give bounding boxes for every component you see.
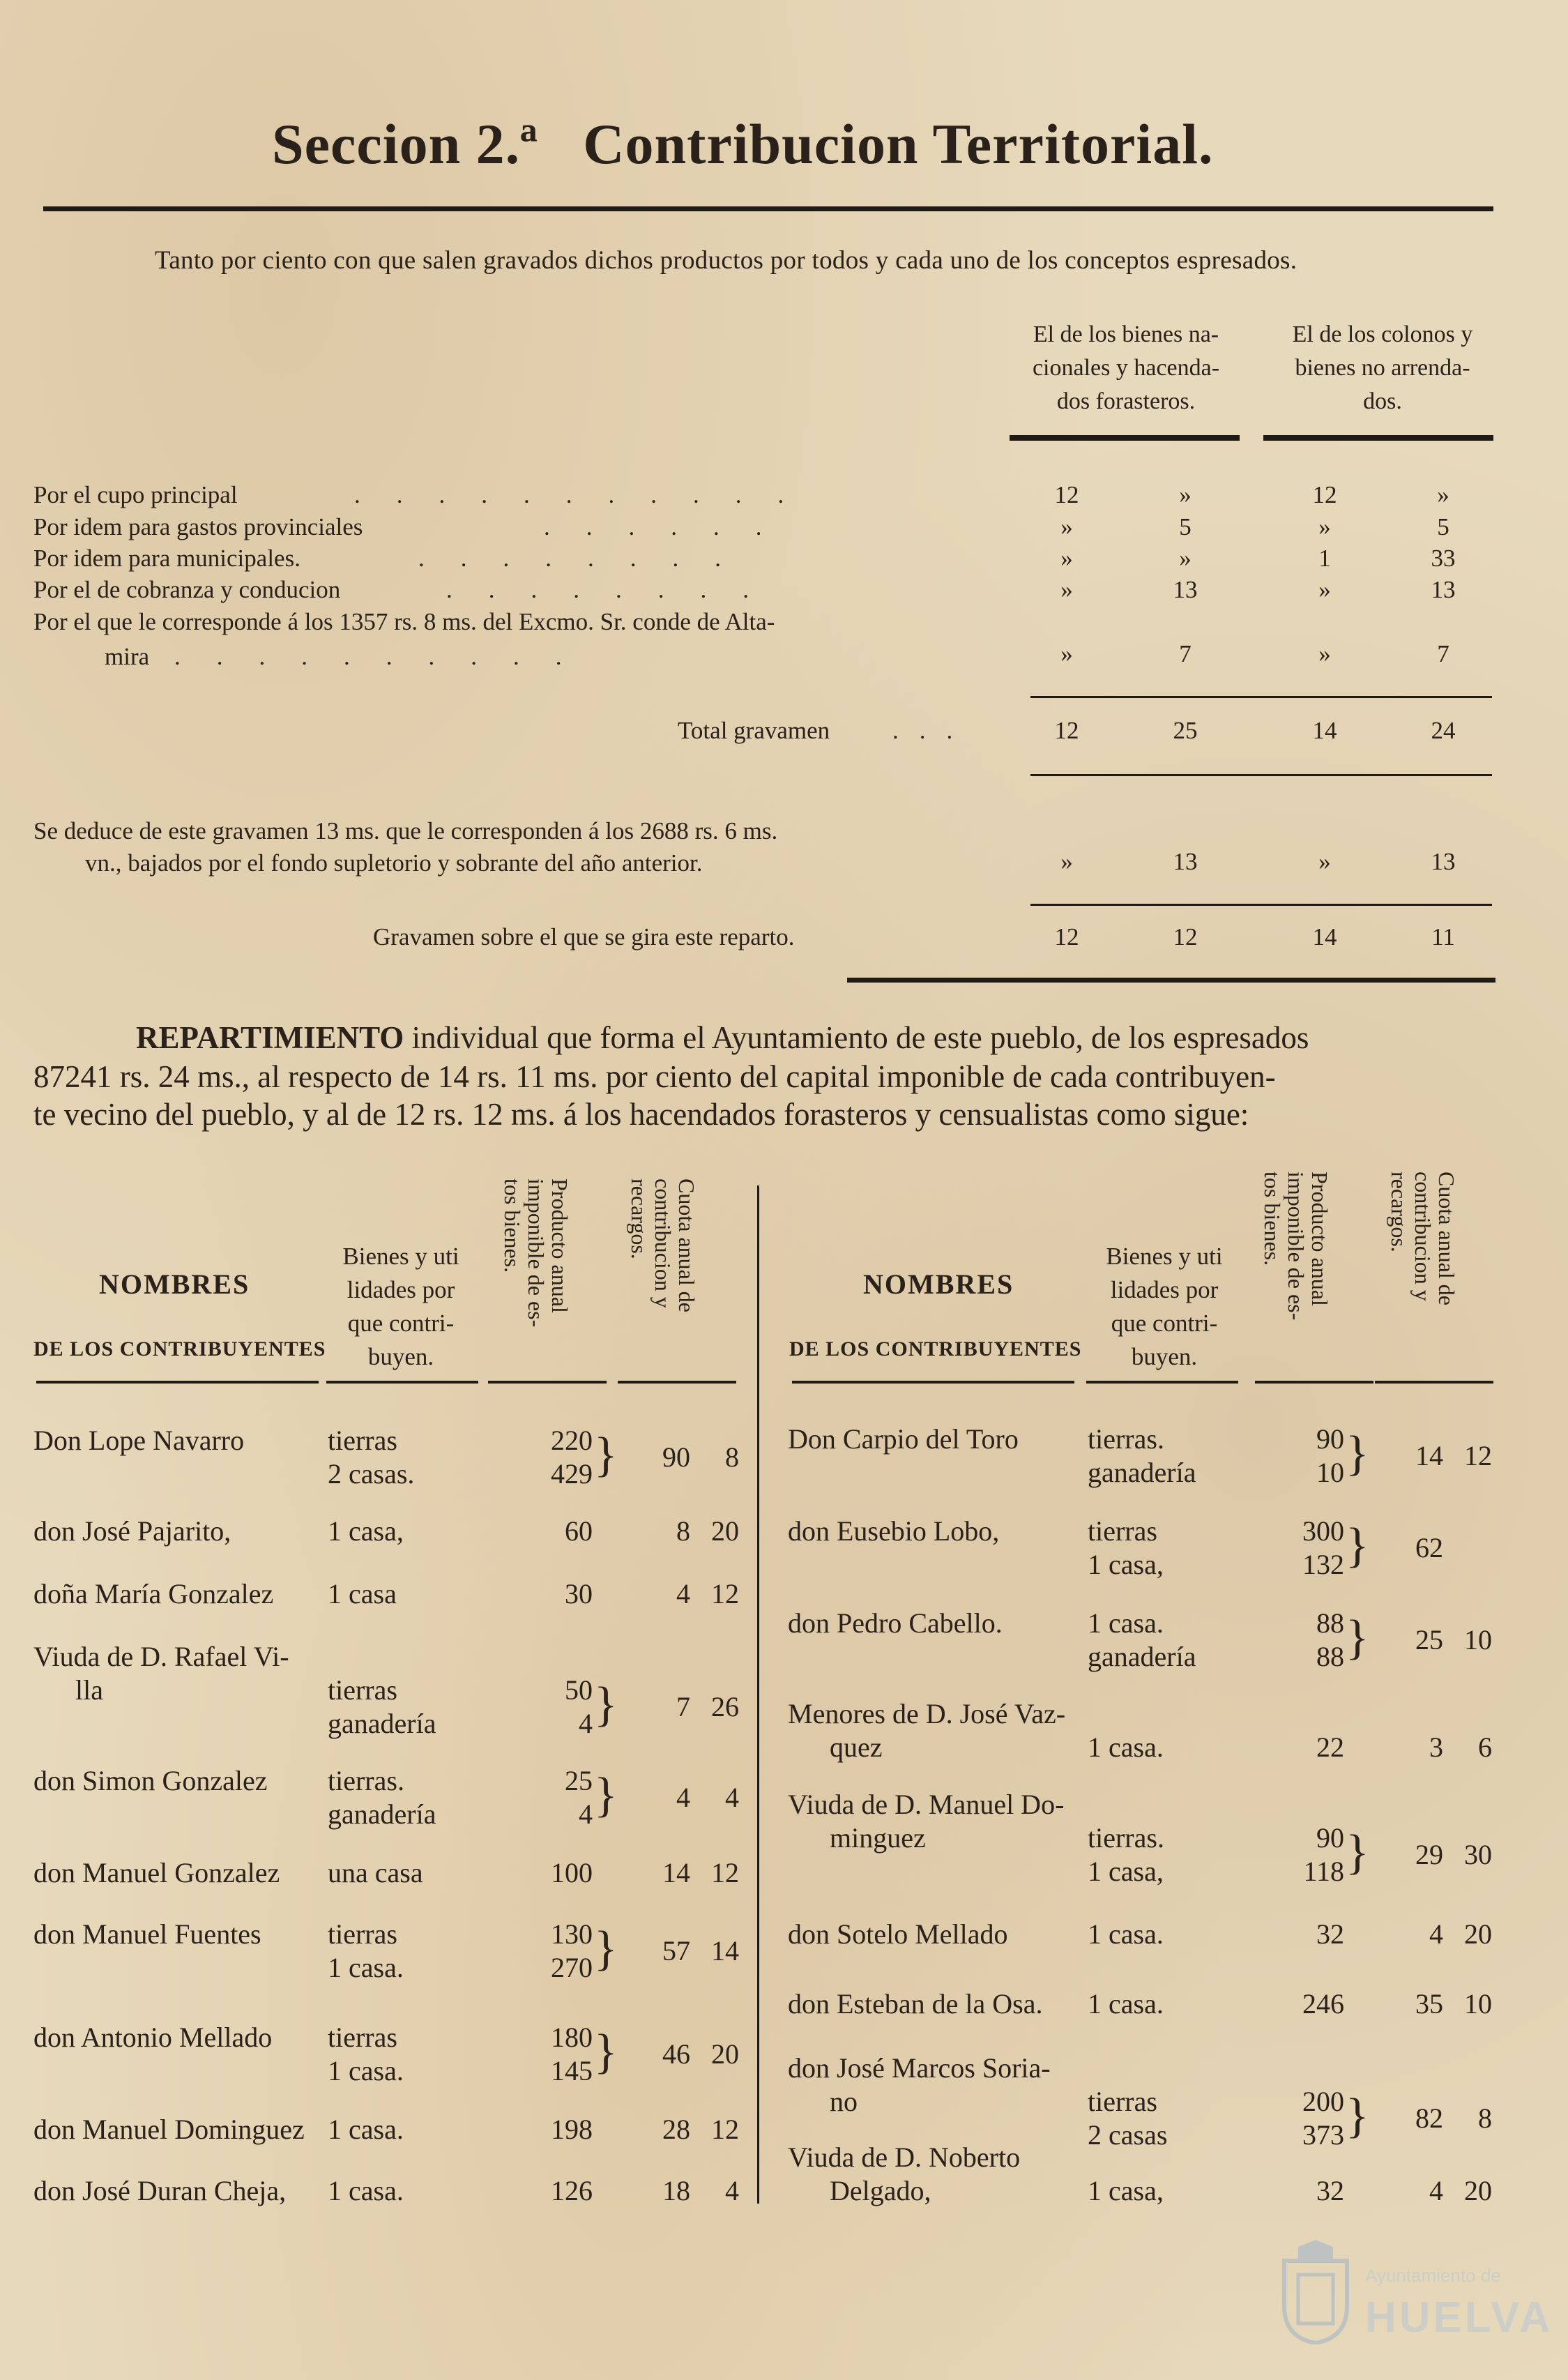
- header-producto-line: imponible de es-: [524, 1178, 549, 1328]
- value-cell: »: [1318, 640, 1331, 667]
- producto-cell: 246: [1302, 1988, 1344, 2019]
- producto-cell: 270: [551, 1952, 593, 1983]
- table-divider: [757, 1185, 759, 2204]
- producto-cell: 90: [1316, 1822, 1344, 1854]
- cuota-rs-cell: 82: [1415, 2102, 1443, 2134]
- crest-icon: [1277, 2240, 1354, 2344]
- cuota-rs-cell: 35: [1415, 1988, 1443, 2019]
- contribuyente-name: don Sotelo Mellado: [788, 1918, 1008, 1950]
- producto-cell: 132: [1302, 1549, 1344, 1580]
- value-cell: 14: [1312, 717, 1337, 744]
- contribuyente-name: Don Carpio del Toro: [788, 1423, 1019, 1455]
- contribuyente-name: Viuda de D. Rafael Vi-: [33, 1641, 289, 1672]
- bienes-cell: ganadería: [328, 1798, 436, 1830]
- altamira-line2: mira: [105, 643, 150, 670]
- repartimiento-line2: 87241 rs. 24 ms., al respecto de 14 rs. 11 ms. por ciento del capital imponible de cada contribuyen-: [33, 1059, 1276, 1094]
- gravamen-final-label: Gravamen sobre el que se gira este reparto.: [373, 923, 795, 950]
- producto-cell: 198: [551, 2114, 593, 2145]
- bienes-cell: ganadería: [1088, 1641, 1196, 1672]
- bienes-cell: ganadería: [1088, 1457, 1196, 1488]
- gravamen-row-label: Por idem para gastos provinciales: [33, 513, 363, 540]
- cuota-rs-cell: 28: [662, 2114, 690, 2145]
- producto-cell: 429: [551, 1458, 593, 1490]
- producto-cell: 10: [1316, 1457, 1344, 1488]
- value-cell: 12: [1173, 923, 1198, 950]
- header-bienes-line: lidades por: [1110, 1276, 1219, 1303]
- brace-icon: }: [1346, 2089, 1369, 2143]
- value-cell: »: [1437, 481, 1449, 508]
- value-cell: »: [1318, 576, 1331, 603]
- value-cell: 7: [1437, 640, 1449, 667]
- header-rule: [326, 1381, 478, 1384]
- col-header-a: [1004, 318, 1248, 418]
- cuota-rs-cell: 4: [676, 1782, 690, 1813]
- repartimiento-text: individual que forma el Ayuntamiento de este pueblo, de los espresados: [411, 1020, 1309, 1055]
- cuota-ms-cell: 8: [1478, 2102, 1492, 2134]
- section-end-rule: [847, 978, 1495, 983]
- cuota-ms-cell: 20: [1464, 2175, 1492, 2206]
- value-cell: »: [1060, 640, 1073, 667]
- contribuyente-name: don Antonio Mellado: [33, 2022, 273, 2053]
- cuota-ms-cell: 14: [711, 1935, 739, 1966]
- gravamen-row-1: [33, 513, 363, 541]
- cuota-ms-cell: 12: [711, 1857, 739, 1888]
- gravamen-row-0: [33, 481, 996, 509]
- watermark-line2: HUELVA: [1365, 2294, 1553, 2342]
- contribuyente-name: don Manuel Gonzalez: [33, 1857, 280, 1888]
- producto-cell: 4: [579, 1708, 593, 1739]
- value-cell: 12: [1054, 717, 1079, 744]
- header-bienes-left: [317, 1240, 485, 1374]
- value-cell: 13: [1431, 576, 1456, 603]
- bienes-cell: 1 casa.: [1088, 1918, 1164, 1950]
- cuota-rs-cell: 25: [1415, 1624, 1443, 1655]
- cuota-ms-cell: 12: [711, 2114, 739, 2145]
- header-cuota-line: Cuota anual de: [674, 1178, 699, 1312]
- cuota-ms-cell: 30: [1464, 1839, 1492, 1870]
- header-cuota-right: [1387, 1172, 1459, 1381]
- bienes-cell: 1 casa,: [1088, 1856, 1164, 1887]
- contribuyente-name: Don Lope Navarro: [33, 1425, 245, 1456]
- bienes-cell: tierras.: [1088, 1822, 1164, 1854]
- section-name: Contribucion Territorial.: [583, 112, 1214, 176]
- bienes-cell: tierras.: [1088, 1423, 1164, 1455]
- contribuyente-name: don Simon Gonzalez: [33, 1765, 268, 1796]
- brace-icon: }: [594, 1922, 618, 1976]
- cuota-rs-cell: 90: [662, 1441, 690, 1473]
- repartimiento-heading: REPARTIMIENTO: [136, 1020, 404, 1055]
- bienes-cell: tierras: [328, 1425, 397, 1456]
- header-de-los-left: DE LOS CONTRIBUYENTES: [33, 1337, 326, 1360]
- producto-cell: 32: [1316, 1918, 1344, 1950]
- value-cell: 33: [1431, 545, 1456, 572]
- value-cell: 5: [1179, 513, 1192, 540]
- header-cuota-line: recargos.: [627, 1178, 652, 1259]
- cuota-rs-cell: 14: [662, 1857, 690, 1888]
- value-cell: »: [1318, 848, 1331, 875]
- contribuyente-name: no: [830, 2086, 858, 2117]
- leader-dots: ......: [544, 513, 798, 540]
- producto-cell: 88: [1316, 1607, 1344, 1639]
- value-cell: 25: [1173, 717, 1198, 744]
- cuota-rs-cell: 46: [662, 2038, 690, 2070]
- col-header-a-rule: [1010, 435, 1240, 441]
- producto-cell: 118: [1303, 1856, 1344, 1887]
- contribuyente-name: don Pedro Cabello.: [788, 1607, 1003, 1639]
- bienes-cell: tierras: [1088, 2086, 1157, 2117]
- producto-cell: 25: [565, 1765, 593, 1796]
- contribuyente-name: Viuda de D. Noberto: [788, 2142, 1021, 2173]
- header-cuota-line: contribucion y: [1410, 1172, 1436, 1301]
- producto-cell: 180: [551, 2022, 593, 2053]
- repartimiento-line1: [136, 1020, 1309, 1056]
- brace-icon: }: [594, 2025, 618, 2079]
- header-nombres-right: NOMBRES: [863, 1268, 1014, 1300]
- contribuyente-name: don Esteban de la Osa.: [788, 1988, 1043, 2019]
- producto-cell: 130: [551, 1918, 593, 1950]
- value-cell: 1: [1318, 545, 1331, 572]
- contribuyente-name: Delgado,: [830, 2175, 931, 2206]
- producto-cell: 100: [551, 1857, 593, 1888]
- value-cell: »: [1179, 481, 1192, 508]
- header-bienes-line: lidades por: [347, 1276, 455, 1303]
- header-producto-line: tos bienes.: [500, 1178, 525, 1273]
- header-bienes-line: que contri-: [347, 1310, 455, 1337]
- contribuyente-name: Viuda de D. Manuel Do-: [788, 1789, 1065, 1820]
- title-rule: [43, 206, 1493, 211]
- producto-cell: 30: [565, 1578, 593, 1609]
- value-cell: 13: [1173, 848, 1198, 875]
- leader-dots: ...: [892, 717, 974, 744]
- total-label: Total gravamen: [678, 717, 830, 744]
- deduce-line2: vn., bajados por el fondo supletorio y sobrante del año anterior.: [85, 849, 703, 877]
- contribuyente-name: don José Marcos Soria-: [788, 2052, 1051, 2084]
- brace-icon: }: [594, 1678, 618, 1731]
- producto-cell: 145: [551, 2055, 593, 2086]
- bienes-cell: ganadería: [328, 1708, 436, 1739]
- producto-cell: 32: [1316, 2175, 1344, 2206]
- contribuyente-name: don Manuel Dominguez: [33, 2114, 305, 2145]
- header-producto-line: Producto anual: [547, 1178, 572, 1313]
- value-cell: 12: [1054, 923, 1079, 950]
- cuota-rs-cell: 3: [1429, 1731, 1443, 1763]
- header-rule: [618, 1381, 736, 1384]
- value-cell: 7: [1179, 640, 1192, 667]
- col-header-b: [1261, 318, 1505, 418]
- contribuyente-name: lla: [75, 1674, 103, 1706]
- header-rule: [1375, 1381, 1493, 1384]
- header-de-los-right: DE LOS CONTRIBUYENTES: [789, 1337, 1082, 1360]
- cuota-rs-cell: 8: [676, 1515, 690, 1547]
- bienes-cell: 1 casa.: [328, 1952, 404, 1983]
- header-rule: [488, 1381, 607, 1384]
- value-cell: 24: [1431, 717, 1456, 744]
- col-header-b-line: dos.: [1363, 388, 1402, 414]
- value-cell: 13: [1431, 848, 1456, 875]
- header-nombres-left: NOMBRES: [99, 1268, 250, 1300]
- cuota-rs-cell: 18: [662, 2175, 690, 2206]
- bienes-cell: 1 casa,: [1088, 2175, 1164, 2206]
- contribuyente-name: Menores de D. José Vaz-: [788, 1698, 1066, 1729]
- bienes-cell: 1 casa,: [328, 1515, 404, 1547]
- bienes-cell: 1 casa.: [328, 2175, 404, 2206]
- watermark-line1: Ayuntamiento de: [1365, 2265, 1501, 2286]
- value-cell: 12: [1054, 481, 1079, 508]
- col-header-a-line: El de los bienes na-: [1033, 321, 1219, 347]
- bienes-cell: 1 casa.: [328, 2055, 404, 2086]
- header-bienes-line: buyen.: [367, 1343, 434, 1370]
- cuota-ms-cell: 20: [1464, 1918, 1492, 1950]
- brace-icon: }: [1346, 1427, 1369, 1480]
- section-number: Seccion 2.ª: [272, 112, 538, 176]
- deduce-rule: [1030, 904, 1492, 906]
- contribuyente-name: don José Pajarito,: [33, 1515, 231, 1547]
- bienes-cell: 1 casa.: [1088, 1607, 1164, 1639]
- bienes-cell: 1 casa.: [328, 2114, 404, 2145]
- cuota-ms-cell: 8: [725, 1441, 739, 1473]
- value-cell: 13: [1173, 576, 1198, 603]
- cuota-ms-cell: 20: [711, 2038, 739, 2070]
- leader-dots: ..........: [174, 643, 598, 670]
- bienes-cell: tierras: [328, 1918, 397, 1950]
- contribuyente-name: don Manuel Fuentes: [33, 1918, 261, 1950]
- value-cell: »: [1060, 848, 1073, 875]
- producto-cell: 88: [1316, 1641, 1344, 1672]
- cuota-ms-cell: 10: [1464, 1624, 1492, 1655]
- header-producto-right: [1261, 1172, 1332, 1381]
- bienes-cell: tierras: [1088, 1515, 1157, 1547]
- bienes-cell: tierras: [328, 2022, 397, 2053]
- contribuyente-name: minguez: [830, 1822, 926, 1854]
- cuota-ms-cell: 4: [725, 1782, 739, 1813]
- producto-cell: 50: [565, 1674, 593, 1706]
- contribuyente-name: quez: [830, 1731, 883, 1763]
- value-cell: »: [1179, 545, 1192, 572]
- section-title: [272, 112, 1213, 177]
- bienes-cell: 1 casa.: [1088, 1988, 1164, 2019]
- producto-cell: 126: [551, 2175, 593, 2206]
- contribuyente-name: don Eusebio Lobo,: [788, 1515, 1000, 1547]
- col-header-b-line: bienes no arrenda-: [1295, 355, 1470, 381]
- header-cuota-line: contribucion y: [650, 1178, 676, 1308]
- producto-cell: 22: [1316, 1731, 1344, 1763]
- brace-icon: }: [1346, 1611, 1369, 1665]
- cuota-rs-cell: 4: [1429, 1918, 1443, 1950]
- bienes-cell: una casa: [328, 1857, 423, 1888]
- cuota-ms-cell: 10: [1464, 1988, 1492, 2019]
- bienes-cell: 2 casas.: [328, 1458, 415, 1490]
- producto-cell: 220: [551, 1425, 593, 1456]
- cuota-ms-cell: 6: [1478, 1731, 1492, 1763]
- gravamen-row-label: Por el cupo principal: [33, 481, 238, 508]
- col-header-a-line: dos forasteros.: [1056, 388, 1196, 414]
- cuota-rs-cell: 29: [1415, 1839, 1443, 1870]
- brace-icon: }: [1346, 1826, 1369, 1879]
- header-producto-line: Producto anual: [1307, 1172, 1332, 1306]
- header-cuota-line: Cuota anual de: [1434, 1172, 1459, 1305]
- value-cell: »: [1060, 576, 1073, 603]
- cuota-ms-cell: 12: [1464, 1440, 1492, 1471]
- col-header-a-line: cionales y hacenda-: [1032, 355, 1220, 381]
- bienes-cell: 1 casa.: [1088, 1731, 1164, 1763]
- col-header-b-rule: [1263, 435, 1493, 441]
- producto-cell: 200: [1302, 2086, 1344, 2117]
- value-cell: 12: [1312, 481, 1337, 508]
- header-producto-line: imponible de es-: [1284, 1172, 1309, 1321]
- header-bienes-line: que contri-: [1111, 1310, 1218, 1337]
- producto-cell: 4: [579, 1798, 593, 1830]
- producto-cell: 373: [1302, 2119, 1344, 2151]
- cuota-ms-cell: 26: [711, 1691, 739, 1722]
- header-rule: [792, 1381, 1074, 1384]
- leader-dots: ........: [446, 576, 785, 603]
- bienes-cell: 1 casa,: [1088, 1549, 1164, 1580]
- bienes-cell: tierras: [328, 1674, 397, 1706]
- repartimiento-line3: te vecino del pueblo, y al de 12 rs. 12 ms. á los hacendados forasteros y censualistas como sigue:: [33, 1097, 1249, 1132]
- brace-icon: }: [594, 1768, 618, 1822]
- cuota-ms-cell: 12: [711, 1578, 739, 1609]
- value-cell: »: [1060, 513, 1073, 540]
- gravamen-row-label: Por idem para municipales.: [33, 545, 300, 572]
- producto-cell: 60: [565, 1515, 593, 1547]
- header-cuota-line: recargos.: [1387, 1172, 1412, 1252]
- subtotal-rule: [1030, 696, 1492, 698]
- cuota-rs-cell: 4: [1429, 2175, 1443, 2206]
- brace-icon: }: [1346, 1519, 1369, 1572]
- contribuyente-name: doña María Gonzalez: [33, 1578, 274, 1609]
- header-bienes-line: buyen.: [1131, 1343, 1198, 1370]
- col-header-b-line: El de los colonos y: [1292, 321, 1473, 347]
- bienes-cell: tierras.: [328, 1765, 404, 1796]
- value-cell: »: [1060, 545, 1073, 572]
- gravamen-row-2: [33, 545, 300, 573]
- header-bienes-line: Bienes y uti: [1106, 1243, 1223, 1270]
- header-bienes-line: Bienes y uti: [342, 1243, 459, 1270]
- brace-icon: }: [594, 1428, 618, 1482]
- value-cell: 11: [1431, 923, 1455, 950]
- cuota-ms-cell: 4: [725, 2175, 739, 2206]
- value-cell: 5: [1437, 513, 1449, 540]
- total-rule: [1030, 774, 1492, 776]
- header-rule: [36, 1381, 319, 1384]
- cuota-rs-cell: 62: [1415, 1532, 1443, 1563]
- altamira-line1: Por el que le corresponde á los 1357 rs. 8 ms. del Excmo. Sr. conde de Alta-: [33, 608, 775, 635]
- cuota-rs-cell: 7: [676, 1691, 690, 1722]
- header-rule: [1086, 1381, 1238, 1384]
- cuota-ms-cell: 20: [711, 1515, 739, 1547]
- header-rule: [1255, 1381, 1373, 1384]
- gravamen-row-3: [33, 576, 340, 604]
- cuota-rs-cell: 14: [1415, 1440, 1443, 1471]
- producto-cell: 90: [1316, 1423, 1344, 1455]
- leader-dots: ........: [418, 545, 757, 572]
- cuota-rs-cell: 4: [676, 1578, 690, 1609]
- cuota-rs-cell: 57: [662, 1935, 690, 1966]
- header-bienes-right: [1081, 1240, 1248, 1374]
- producto-cell: 300: [1302, 1515, 1344, 1547]
- intro-line: Tanto por ciento con que salen gravados dichos productos por todos y cada uno de los conceptos espresados.: [155, 246, 1297, 275]
- header-cuota-left: [627, 1178, 699, 1388]
- value-cell: 14: [1312, 923, 1337, 950]
- header-producto-left: [501, 1178, 572, 1388]
- bienes-cell: 2 casas: [1088, 2119, 1168, 2151]
- gravamen-row-label: Por el de cobranza y conducion: [33, 576, 341, 603]
- deduce-line1: Se deduce de este gravamen 13 ms. que le corresponden á los 2688 rs. 6 ms.: [33, 817, 778, 844]
- header-producto-line: tos bienes.: [1260, 1172, 1285, 1266]
- leader-dots: ...........: [354, 481, 821, 508]
- value-cell: »: [1318, 513, 1331, 540]
- bienes-cell: 1 casa: [328, 1578, 397, 1609]
- contribuyente-name: don José Duran Cheja,: [33, 2175, 287, 2206]
